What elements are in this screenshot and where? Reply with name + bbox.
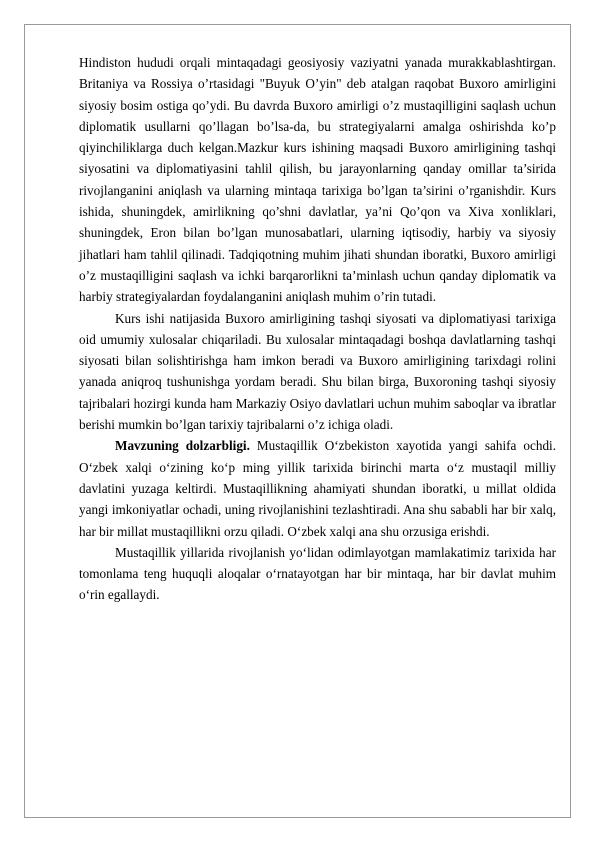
- paragraph-3: [79, 435, 556, 541]
- paragraph-3-text: Mustaqillik O‘zbekiston xayotida yangi sahifa ochdi. O‘zbek xalqi o‘zining ko‘p ming yillik tarixida birinchi marta o‘z mustaqil milliy davlatini yuzaga keltirdi. Mustaqillikning ahamiyati shundan iboratki, u millat oldida yangi imkoniyatlar ochadi, uning rivojlanishini tezlashtiradi. Ana shu sababli har bir xalq, har bir millat mustaqillikni orzu qiladi. O‘zbek xalqi ana shu orzusiga erishdi.: [79, 438, 557, 539]
- document-body: [79, 52, 556, 606]
- paragraph-2-text: Kurs ishi natijasida Buxoro amirligining tashqi siyosati va diplomatiyasi tarixiga oid umumiy xulosalar chiqariladi. Bu xulosalar mintaqadagi boshqa davlatlarning tashqi siyosati bilan solishtirishga ham imkon beradi va Buxoro amirligining tarixdagi rolini yanada aniqroq tushunishga yordam beradi. Shu bilan birga, Buxoroning tashqi siyosiy tajribalari hozirgi kunda ham Markaziy Osiyo davlatlari uchun muhim saboqlar va ibratlar berishi mumkin bo’lgan tarixiy tajribalarni o’z ichiga oladi.: [79, 310, 556, 433]
- section-heading-relevance: Mavzuning dolzarbligi.: [115, 438, 250, 454]
- paragraph-4: [79, 542, 556, 606]
- paragraph-4-text: Mustaqillik yillarida rivojlanish yo‘lidan odimlayotgan mamlakatimiz tarixida har tomonlama teng huquqli aloqalar o‘rnatayotgan har bir mintaqa, har bir davlat muhim o‘rin egallaydi.: [79, 544, 556, 603]
- paragraph-1: [79, 52, 556, 308]
- paragraph-2: [79, 308, 556, 436]
- paragraph-1-text: Hindiston hududi orqali mintaqadagi geosiyosiy vaziyatni yanada murakkablashtirgan. Britaniya va Rossiya o’rtasidagi "Buyuk O’yin" deb atalgan raqobat Buxoro amirligini siyosiy bosim ostiga qo’ydi. Bu davrda Buxoro amirligi o’z mustaqilligini saqlash uchun diplomatik usullarni qo’llagan bo’lsa-da, bu strategiyalarni amalga oshirishda ko’p qiyinchiliklarga duch kelgan.Mazkur kurs ishining maqsadi Buxoro amirligining tashqi siyosatini va diplomatiyasini tahlil qilish, bu jarayonlarning qanday omillar ta’sirida rivojlanganini aniqlash va ularning mintaqa tarixiga bo’lgan ta’sirini o’rganishdir. Kurs ishida, shuningdek, amirlikning qo’shni davlatlar, ya’ni Qo’qon va Xiva xonliklari, shuningdek, Eron bilan bo’lgan munosabatlari, ularning iqtisodiy, harbiy va siyosiy jihatlari ham tahlil qilinadi. Tadqiqotning muhim jihati shundan iboratki, Buxoro amirligi o’z mustaqilligini saqlash va ichki barqarorlikni ta’minlash uchun qanday diplomatik va harbiy strategiyalardan foydalanganini aniqlash muhim o’rin tutadi.: [79, 55, 556, 305]
